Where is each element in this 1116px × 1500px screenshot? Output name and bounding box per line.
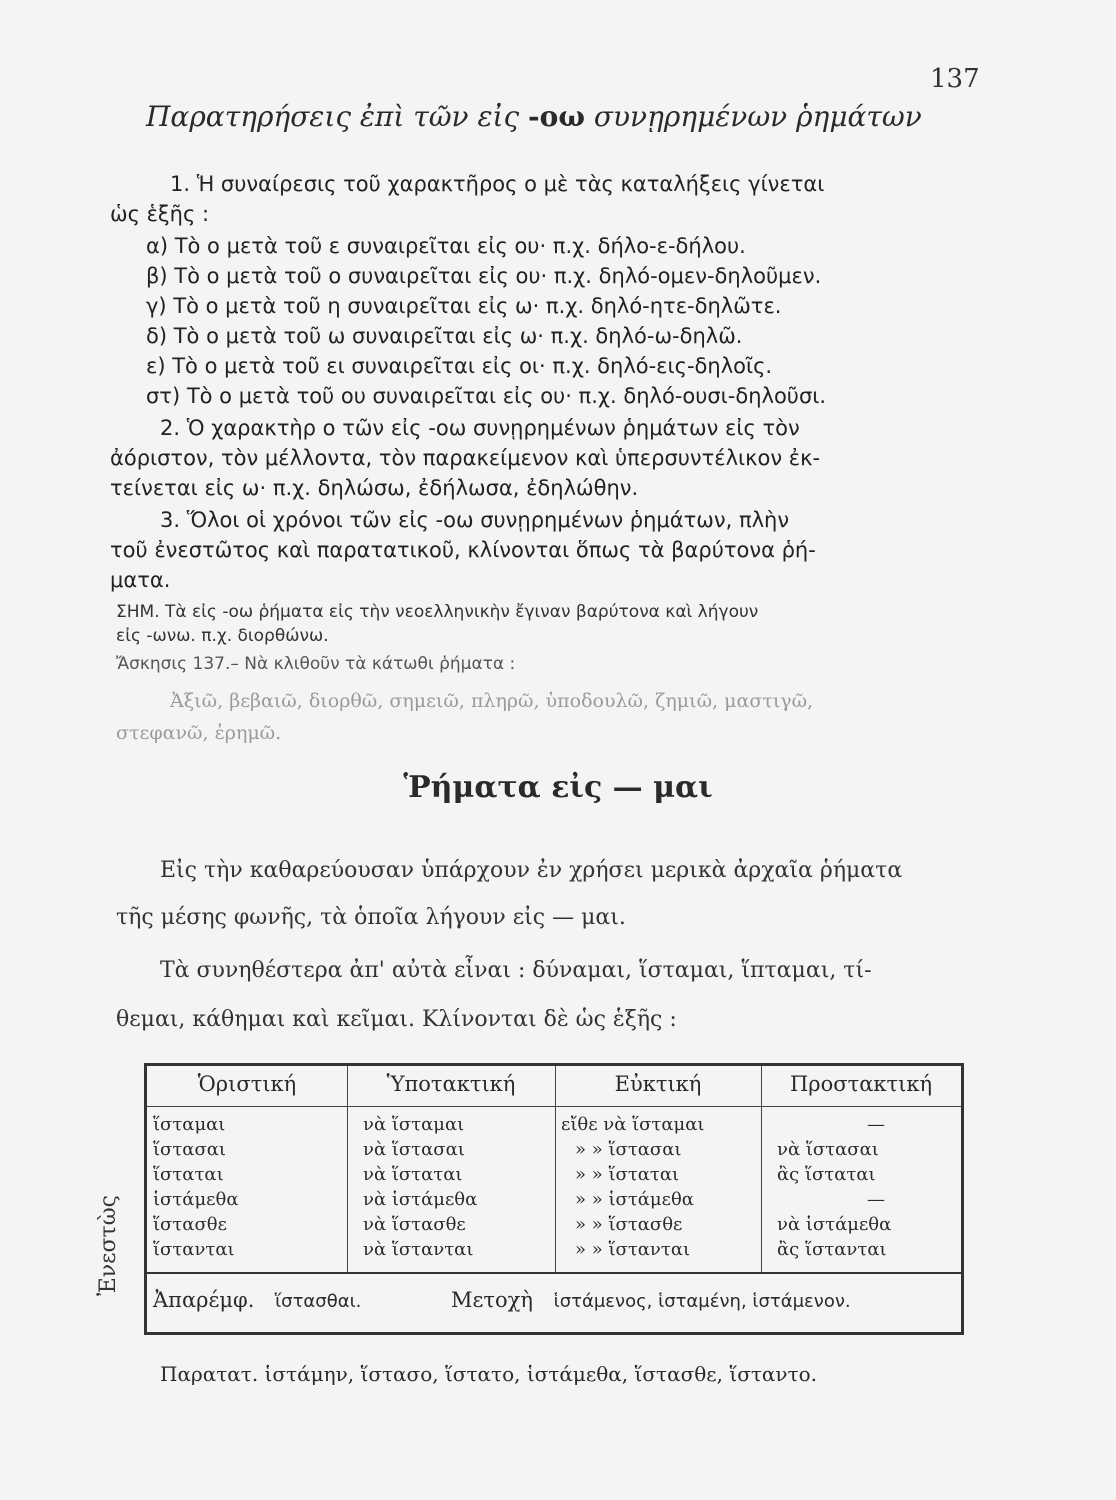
table-cell: — bbox=[867, 1114, 885, 1135]
section-body-line3: Τὰ συνηθέστερα ἀπ' αὐτὰ εἶναι : δύναμαι, ἵσταμαι, ἵπταμαι, τί- bbox=[160, 958, 872, 983]
table-cell: νὰ ἵστασθε bbox=[363, 1214, 466, 1235]
tense-side-label: Ἐνεστὼς bbox=[96, 1195, 121, 1296]
table-cell: — bbox=[867, 1189, 885, 1210]
obs3-line1: 3. Ὅλοι οἱ χρόνοι τῶν εἰς -οω συνῃρημένων ῥημάτων, πλὴν bbox=[160, 508, 790, 532]
header-prostaktiki: Προστακτική bbox=[789, 1072, 933, 1096]
table-cell: νὰ ἵστασαι bbox=[363, 1139, 465, 1160]
obs2-line3: τείνεται εἰς ω· π.χ. δηλώσω, ἐδήλωσα, ἐδηλώθην. bbox=[110, 476, 639, 500]
table-cell: » » ἵσταται bbox=[575, 1164, 680, 1185]
table-cell: » » ἱστάμεθα bbox=[575, 1189, 694, 1210]
exercise-words-line1: Ἀξιῶ, βεβαιῶ, διορθῶ, σημειῶ, πληρῶ, ὑποδουλῶ, ζημιῶ, μαστιγῶ, bbox=[170, 690, 814, 712]
note-line1: ΣΗΜ. Τὰ εἰς -οω ῥήματα εἰς τὴν νεοελληνικὴν ἔγιναν βαρύτονα καὶ λήγουν bbox=[116, 602, 759, 622]
table-cell: νὰ ἵσταμαι bbox=[363, 1114, 465, 1135]
table-cell: ἵστασαι bbox=[153, 1139, 226, 1160]
participle-label: Μετοχὴ bbox=[451, 1288, 533, 1312]
obs2-line2: ἀόριστον, τὸν μέλλοντα, τὸν παρακείμενον καὶ ὑπερσυντέλικον ἐκ- bbox=[110, 446, 821, 470]
obs3-line3: ματα. bbox=[110, 568, 171, 592]
infinitive-label: Ἀπαρέμφ. bbox=[153, 1288, 255, 1312]
heading-post: συνῃρημένων ῥημάτων bbox=[585, 100, 922, 133]
participle-row bbox=[451, 1288, 851, 1312]
exercise-words-line2: στεφανῶ, ἐρημῶ. bbox=[116, 722, 282, 744]
table-cell: εἴθε νὰ ἵσταμαι bbox=[561, 1114, 705, 1135]
page-number: 137 bbox=[930, 64, 980, 94]
table-header-rule bbox=[147, 1106, 961, 1107]
obs1-rule-st: στ) Τὸ ο μετὰ τοῦ ου συναιρεῖται εἰς ου· π.χ. δηλό-ουσι-δηλοῦσι. bbox=[146, 384, 827, 408]
obs1-rule-a: α) Τὸ ο μετὰ τοῦ ε συναιρεῖται εἰς ου· π.χ. δήλο-ε-δήλου. bbox=[146, 234, 746, 258]
table-divider bbox=[555, 1066, 556, 1272]
header-ypotaktiki: Ὑποτακτική bbox=[386, 1072, 516, 1096]
table-cell: ἵστανται bbox=[153, 1239, 235, 1260]
heading-bold: -οω bbox=[528, 100, 586, 133]
table-divider bbox=[347, 1066, 348, 1272]
obs1-intro-line2: ὡς ἑξῆς : bbox=[110, 202, 210, 226]
exercise-heading: Ἄσκησις 137.– Νὰ κλιθοῦν τὰ κάτωθι ῥήματα : bbox=[116, 654, 516, 674]
table-footer-rule bbox=[147, 1272, 961, 1274]
note-line2: εἰς -ωνω. π.χ. διορθώνω. bbox=[116, 626, 329, 646]
table-cell: ἵσταμαι bbox=[153, 1114, 226, 1135]
obs2-line1: 2. Ὁ χαρακτὴρ ο τῶν εἰς -οω συνῃρημένων ῥημάτων εἰς τὸν bbox=[160, 416, 800, 440]
obs1-intro-line1: 1. Ἡ συναίρεσις τοῦ χαρακτῆρος ο μὲ τὰς καταλήξεις γίνεται bbox=[170, 172, 825, 196]
section-body-line1: Εἰς τὴν καθαρεύουσαν ὑπάρχουν ἐν χρήσει μερικὰ ἀρχαῖα ῥήματα bbox=[160, 858, 903, 883]
table-cell: νὰ ἱστάμεθα bbox=[363, 1189, 478, 1210]
table-cell: νὰ ἵστανται bbox=[363, 1239, 474, 1260]
section-heading bbox=[146, 100, 922, 133]
imperfect-line: Παρατατ. ἱστάμην, ἵστασο, ἵστατο, ἱστάμεθα, ἵστασθε, ἵσταντο. bbox=[160, 1362, 818, 1386]
table-cell: νὰ ἵστασαι bbox=[777, 1139, 879, 1160]
participle-value: ἱστάμενος, ἱσταμένη, ἱστάμενον. bbox=[553, 1291, 851, 1312]
obs1-rule-b: β) Τὸ ο μετὰ τοῦ ο συναιρεῖται εἰς ου· π.χ. δηλό-ομεν-δηλοῦμεν. bbox=[146, 264, 822, 288]
table-cell: » » ἵστασθε bbox=[575, 1214, 683, 1235]
infinitive-row bbox=[153, 1288, 361, 1312]
infinitive-value: ἵστασθαι. bbox=[275, 1291, 362, 1312]
obs1-rule-e: ε) Τὸ ο μετὰ τοῦ ει συναιρεῖται εἰς οι· π.χ. δηλό-εις-δηλοῖς. bbox=[146, 354, 773, 378]
table-cell: » » ἵστασαι bbox=[575, 1139, 682, 1160]
table-cell: ἂς ἵστανται bbox=[777, 1239, 887, 1260]
section-body-line2: τῆς μέσης φωνῆς, τὰ ὁποῖα λήγουν εἰς — μαι. bbox=[116, 905, 626, 930]
section-body-line4: θεμαι, κάθημαι καὶ κεῖμαι. Κλίνονται δὲ ὡς ἑξῆς : bbox=[116, 1007, 677, 1032]
table-cell: ἱστάμεθα bbox=[153, 1189, 239, 1210]
table-cell: νὰ ἱστάμεθα bbox=[777, 1214, 892, 1235]
section-title: Ῥήματα εἰς — μαι bbox=[403, 770, 713, 805]
obs3-line2: τοῦ ἐνεστῶτος καὶ παρατατικοῦ, κλίνονται ὅπως τὰ βαρύτονα ῥή- bbox=[110, 538, 816, 562]
table-divider bbox=[761, 1066, 762, 1272]
obs1-rule-d: δ) Τὸ ο μετὰ τοῦ ω συναιρεῖται εἰς ω· π.χ. δηλό-ω-δηλῶ. bbox=[146, 324, 743, 348]
conjugation-table bbox=[144, 1063, 964, 1335]
table-cell: ἵσταται bbox=[153, 1164, 224, 1185]
header-oristiki: Ὁριστική bbox=[197, 1072, 297, 1096]
obs1-rule-c: γ) Τὸ ο μετὰ τοῦ η συναιρεῖται εἰς ω· π.χ. δηλό-ητε-δηλῶτε. bbox=[146, 294, 782, 318]
heading-pre: Παρατηρήσεις ἐπὶ τῶν εἰς bbox=[146, 100, 529, 133]
header-efktiki: Εὐκτική bbox=[614, 1072, 702, 1096]
table-cell: νὰ ἵσταται bbox=[363, 1164, 463, 1185]
table-cell: » » ἵστανται bbox=[575, 1239, 691, 1260]
table-cell: ἂς ἵσταται bbox=[777, 1164, 876, 1185]
table-cell: ἵστασθε bbox=[153, 1214, 227, 1235]
